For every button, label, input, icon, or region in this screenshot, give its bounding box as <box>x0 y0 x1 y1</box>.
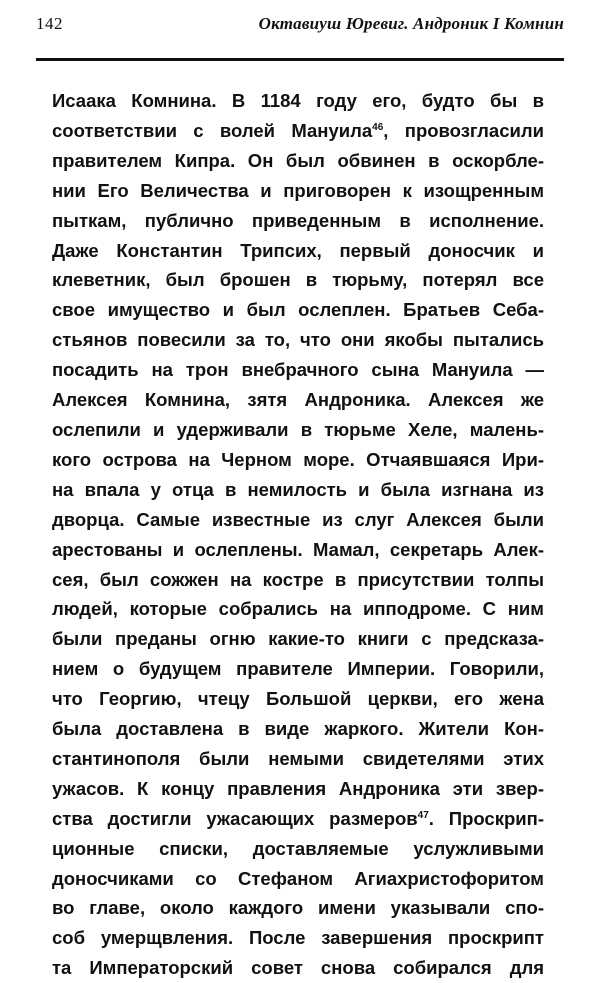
text-line: правителем Кипра. Он был обвинен в оскорбле- <box>52 149 544 171</box>
text-line: Алексея Комнина, зятя Андроника. Алексея же <box>52 389 544 411</box>
text-line: соответствии с волей Мануила$^{46}$, провозгласили <box>52 119 544 141</box>
text-line: ционные списки, доставляемые услужливыми <box>52 837 544 859</box>
text-line: та Императорский совет снова собирался для <box>52 957 544 979</box>
page-header <box>36 14 564 42</box>
text-line: ужасов. К концу правления Андроника эти звер- <box>52 777 544 799</box>
text-line: пыткам, публично приведенным в исполнение. <box>52 209 544 231</box>
text-line: свое имущество и был ослеплен. Братьев Себа- <box>52 299 544 321</box>
text-line: доносчиками со Стефаном Агиахристофоритом <box>52 867 544 889</box>
text-line: сея, был сожжен на костре в присутствии толпы <box>52 568 544 590</box>
text-line: стьянов повесили за то, что они якобы пытались <box>52 329 544 351</box>
text-line: арестованы и ослеплены. Мамал, секретарь Алек- <box>52 538 544 560</box>
running-head: Октавиуш Юревиг. Андроник I Комнин <box>258 14 564 33</box>
text-line: кого острова на Черном море. Отчаявшаяся Ири- <box>52 448 544 470</box>
text-line: соб умерщвления. После завершения проскрипт <box>52 927 544 949</box>
text-line: на впала у отца в немилость и была изгнана из <box>52 478 544 500</box>
text-line: людей, которые собрались на ипподроме. С ним <box>52 598 544 620</box>
text-line: дворца. Самые известные из слуг Алексея были <box>52 508 544 530</box>
text-line: стантинополя были немыми свидетелями этих <box>52 747 544 769</box>
body-text <box>52 86 544 983</box>
text-line: Исаака Комнина. В 1184 году его, будто бы в <box>52 90 544 111</box>
text-line: была доставлена в виде жаркого. Жители Кон- <box>52 718 544 740</box>
text-line: посадить на трон внебрачного сына Мануила — <box>52 359 544 381</box>
text-line: ослепили и удерживали в тюрьме Хеле, малень- <box>52 418 544 440</box>
text-line: Даже Константин Трипсих, первый доносчик и <box>52 239 544 261</box>
text-line: были преданы огню какие-то книги с предсказа- <box>52 628 544 650</box>
text-line: нии Его Величества и приговорен к изощренным <box>52 179 544 201</box>
page-number: 142 <box>36 14 63 33</box>
header-rule <box>36 58 564 61</box>
text-line: что Георгию, чтецу Большой церкви, его жена <box>52 688 544 710</box>
text-line: клеветник, был брошен в тюрьму, потерял все <box>52 269 544 291</box>
text-line: нием о будущем правителе Империи. Говорили, <box>52 658 544 680</box>
text-line: ства достигли ужасающих размеров$^{47}$. Проскрип- <box>52 807 544 829</box>
footnote-ref: 47 <box>417 809 429 821</box>
footnote-ref: 46 <box>372 121 384 133</box>
text-line: во главе, около каждого имени указывали спо- <box>52 897 544 919</box>
